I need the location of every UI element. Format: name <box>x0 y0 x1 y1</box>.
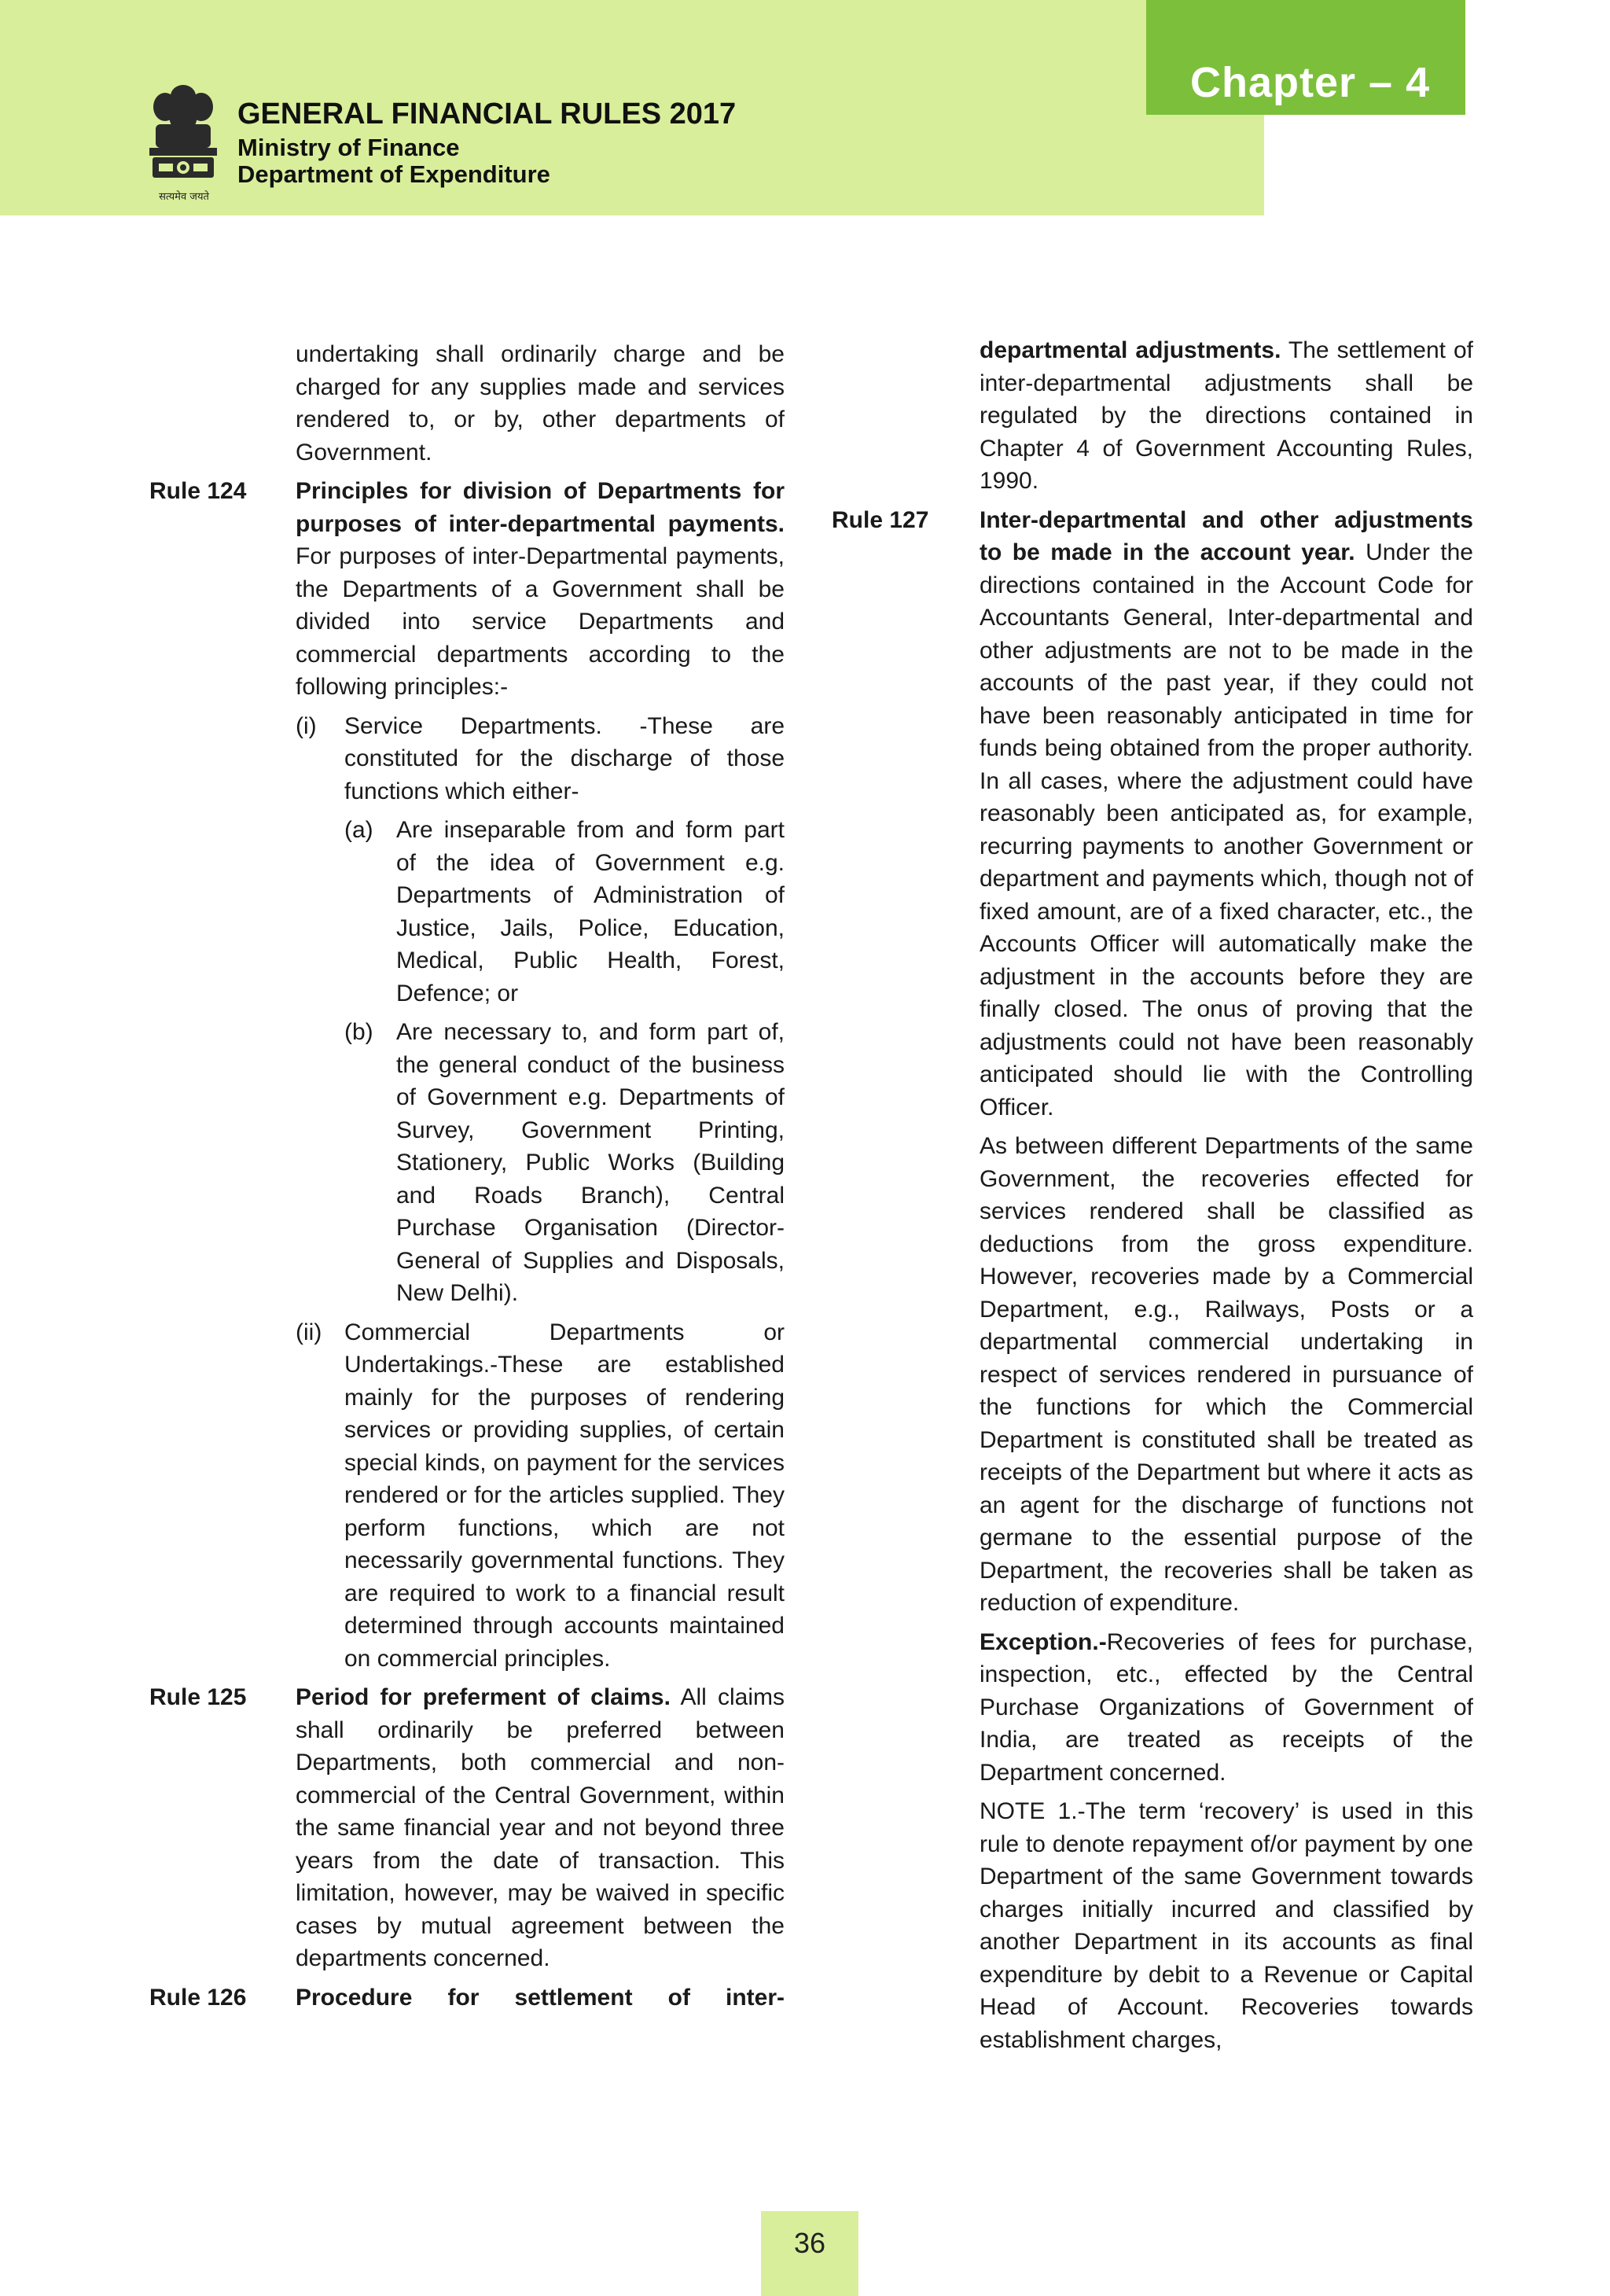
sub-item-text: Are necessary to, and form part of, the general conduct of the business of Government e.g. Departments of Survey, Government Printing, Stationery, Public Works (Building and Roads Branch), Central Purchase Organisation (Director-General of Supplies and Disposals, New Delhi). <box>396 1019 785 1306</box>
exception-text: Recoveries of fees for purchase, inspection, etc., effected by the Central Purchase Organizations of Government of India, are treated as receipts of the Department concerned. <box>980 1628 1473 1786</box>
intro-block <box>296 338 785 469</box>
note-paragraph: NOTE 1.-The term ‘recovery’ is used in this rule to denote repayment of/or payment by one Department of the same Government towards charges initially incurred and classified by another Department in its accounts as final expenditure by debit to a Revenue or Capital Head of Account. Recoveries towards establishment charges, <box>980 1798 1473 2053</box>
list-item-i <box>296 710 785 1310</box>
rule-label: Rule 126 <box>149 1984 247 2011</box>
paragraph: As between different Departments of the same Government, the recoveries effected for services rendered shall be classified as deductions from the gross expenditure. However, recoveries made by a Commercial Department, e.g., Railways, Posts or a departmental commercial undertaking in respect of services rendered in pursuance of the functions for which the Commercial Department is constituted shall be treated as receipts of the Department but where it acts as an agent for the discharge of functions not germane to the essential purpose of the Department, the recoveries shall be taken as reduction of expenditure. <box>980 1133 1473 1616</box>
rule-heading: Inter-departmental and other adjustments to be made in the account year. <box>980 506 1473 565</box>
sub-item-b <box>344 1016 785 1310</box>
rule-text: The settlement of inter-departmental adjustments shall be regulated by the directions contained in Chapter 4 of Government Accounting Rules, 1990. <box>980 337 1473 494</box>
rule-126 <box>149 1981 785 2015</box>
rule-heading: Principles for division of Departments for purposes of inter-departmental payments. <box>296 478 785 537</box>
exception-heading: Exception.- <box>980 1628 1107 1655</box>
page-number-box <box>761 2211 858 2296</box>
chapter-label: Chapter – 4 <box>1190 59 1431 106</box>
sub-item-text: Are inseparable from and form part of the idea of Government e.g. Departments of Administration of Justice, Jails, Police, Education, Medical, Public Health, Forest, Defence; or <box>396 817 785 1006</box>
rule-heading: Procedure for settlement of inter- <box>296 1984 785 2011</box>
rule-label: Rule 127 <box>832 506 929 533</box>
ministry-name: Ministry of Finance <box>237 134 460 161</box>
rule-body <box>980 504 1473 1124</box>
department-name: Department of Expenditure <box>237 160 550 188</box>
rule-body <box>296 475 785 704</box>
rule-heading: departmental adjustments. <box>980 337 1281 363</box>
rule-text: For purposes of inter-Departmental payments, the Departments of a Government shall be divided into service Departments and commercial departments according to the following principles:- <box>296 543 785 700</box>
sub-marker: (b) <box>344 1019 373 1045</box>
sub-marker: (a) <box>344 817 373 843</box>
left-column <box>149 338 785 2014</box>
rule-127 <box>832 504 1473 2057</box>
right-column <box>832 334 1473 2056</box>
list-item-ii <box>296 1316 785 1676</box>
emblem-caption: सत्यमेव जयते <box>159 191 209 203</box>
rule-body <box>296 1981 785 2015</box>
rule-heading: Period for preferment of claims. <box>296 1684 671 1710</box>
rule-126-continued <box>980 334 1473 498</box>
rule-125 <box>149 1681 785 1975</box>
exception-paragraph <box>980 1626 1473 1790</box>
rule-body <box>980 334 1473 498</box>
list-item-text: Service Departments. -These are constituted for the discharge of those functions which either- <box>344 712 785 804</box>
document-title: GENERAL FINANCIAL RULES 2017 <box>237 98 737 131</box>
rule-label: Rule 125 <box>149 1684 247 1710</box>
intro-text: undertaking shall ordinarily charge and be charged for any supplies made and services rendered to, or by, other departments of Government. <box>296 341 785 465</box>
rule-text: Under the directions contained in the Account Code for Accountants General, Inter-departmental and other adjustments are not to be made in the accounts of the past year, if they could not have been reasonably anticipated in time for funds being obtained from the proper authority. In all cases, where the adjustment could have reasonably been anticipated as, for example, recurring payments to another Government or department and payments which, though not of fixed amount, are of a fixed character, etc., the Accounts Officer will automatically make the adjustment in the accounts before they are finally closed. The onus of proving that the adjustments could not have been reasonably anticipated should lie with the Controlling Officer. <box>980 539 1473 1120</box>
rule-124 <box>149 475 785 1675</box>
list-item-text: Commercial Departments or Undertakings.-These are established mainly for the purposes of rendering services or providing supplies, of certain special kinds, on payment for the services rendered or for the articles supplied. They perform functions, which are not necessarily governmental functions. They are required to work to a financial result determined through accounts maintained on commercial principles. <box>344 1319 785 1672</box>
list-marker: (i) <box>296 712 317 739</box>
rule-text: All claims shall ordinarily be preferred between Departments, both commercial and non-commercial of the Central Government, within the same financial year and not beyond three years from the date of transaction. This limitation, however, may be waived in specific cases by mutual agreement between the departments concerned. <box>296 1684 785 1971</box>
rule-label: Rule 124 <box>149 478 247 504</box>
rule-body <box>296 1681 785 1975</box>
list-marker: (ii) <box>296 1319 322 1345</box>
sub-item-a <box>344 814 785 1010</box>
national-emblem-icon <box>142 75 225 201</box>
page-number: 36 <box>793 2227 826 2259</box>
